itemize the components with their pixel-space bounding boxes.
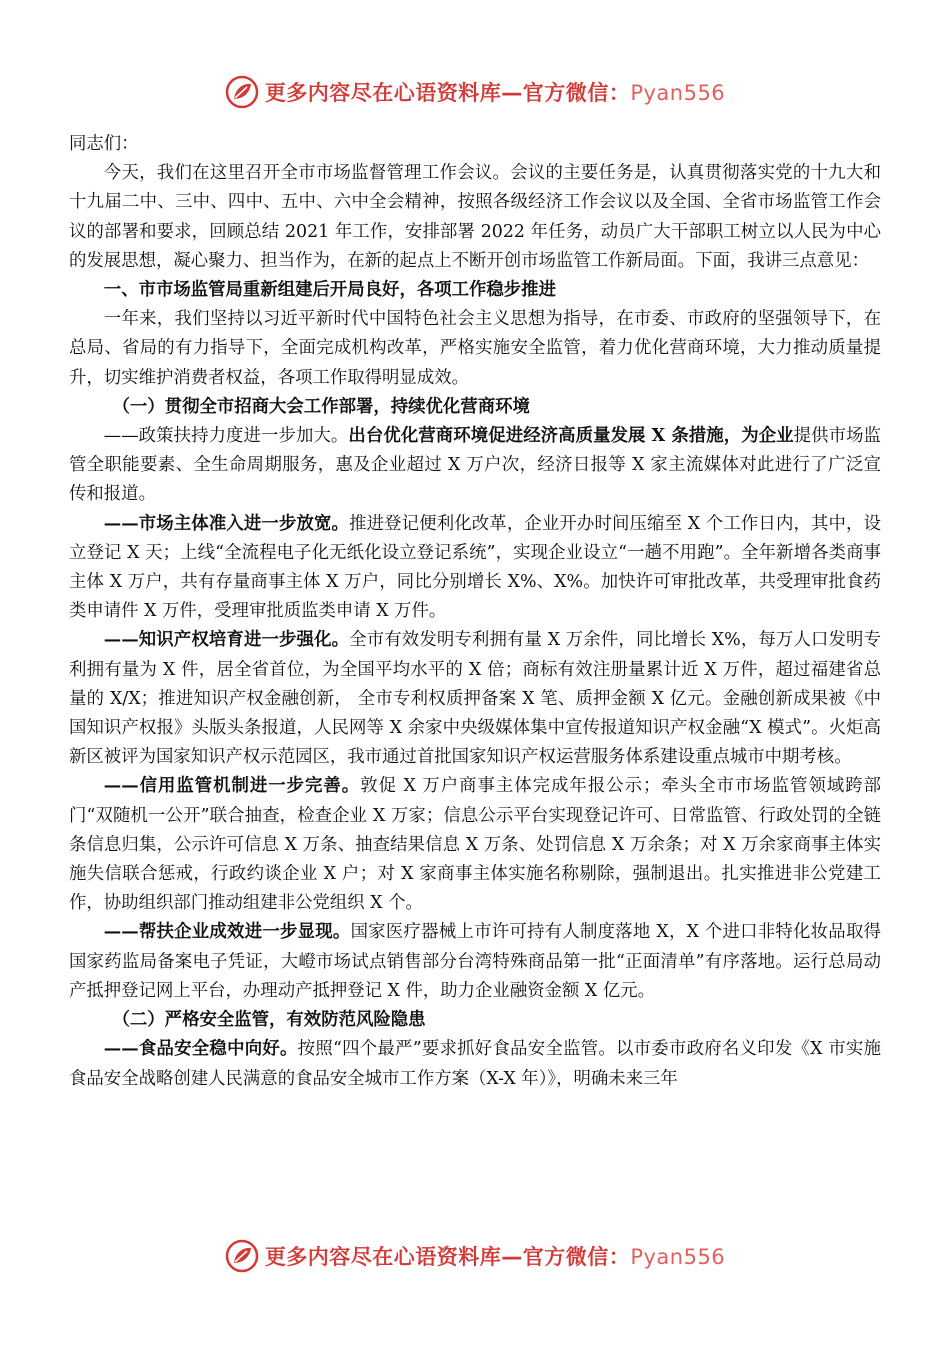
banner-handle: Pyan556 — [630, 81, 726, 105]
paragraph-food-safety — [69, 1035, 881, 1093]
credit-rest: 敦促 X 万户商事主体完成年报公示；牵头全市市场监管领域跨部门“双随机一公开”联合抽查，检查企业 X 万家；信息公示平台实现登记许可、日常监管、行政处罚的全链条信息归集，公示许可信息 X 万条、抽查结果信息 X 万条、处罚信息 X 万余条；对 X 万余家商事主体实施失信联合惩戒，行政约谈企业 X 户；对 X 家商事主体实施名称剔除，强制退出。扎实推进非公党建工作，协助组织部门推动组建非公党组织 X 个。 — [69, 776, 881, 914]
red-leaf-logo-icon — [225, 75, 259, 109]
policy-lead: ——政策扶持力度进一步加大。 — [103, 426, 349, 447]
paragraph-credit-supervision — [69, 772, 881, 918]
market-entry-lead: ——市场主体准入进一步放宽。 — [103, 513, 350, 534]
credit-lead: ——信用监管机制进一步完善。 — [103, 776, 361, 797]
red-leaf-logo-icon — [225, 1239, 259, 1273]
subsection-heading-1: （一）贯彻全市招商大会工作部署，持续优化营商环境 — [112, 396, 530, 417]
footer-banner — [0, 1236, 950, 1276]
paragraph-overview: 一年来，我们坚持以习近平新时代中国特色社会主义思想为指导，在市委、市政府的坚强领导下，在总局、省局的有力指导下，全面完成机构改革，严格实施安全监管，着力优化营商环境，大力推动质量提升，切实维护消费者权益，各项工作取得明显成效。 — [69, 309, 881, 388]
document-body — [69, 130, 881, 1094]
market-entry-rest: 推进登记便利化改革，企业开办时间压缩至 X 个工作日内，其中，设立登记 X 天；上线“全流程电子化无纸化设立登记系统”，实现企业设立“一趟不用跑”。全年新增各类商事主体 X 万户，共有存量商事主体 X 万户，同比分别增长 X%、X%。加快许可审批改革，共受理审批食药类申请件 X 万件，受理审批质监类申请 X 万件。 — [69, 513, 881, 622]
intro-paragraph: 今天，我们在这里召开全市市场监督管理工作会议。会议的主要任务是，认真贯彻落实党的十九大和十九届二中、三中、四中、五中、六中全会精神，按照各级经济工作会议以及全国、全省市场监管工作会议的部署和要求，回顾总结 2021 年工作，安排部署 2022 年任务，动员广大干部职工树立以人民为中心的发展思想，凝心聚力、担当作为，在新的起点上不断开创市场监管工作新局面。下面，我讲三点意见： — [69, 163, 881, 271]
banner-text: 更多内容尽在心语资料库—官方微信：Pyan556 — [264, 81, 726, 105]
support-rest: 国家医疗器械上市许可持有人制度落地 X，X 个进口非特化妆品取得国家药监局备案电子凭证，大嶝市场试点销售部分台湾特殊商品第一批“正面清单”有序落地。运行总局动产抵押登记网上平台，办理动产抵押登记 X 件，助力企业融资金额 X 亿元。 — [69, 922, 881, 1001]
salutation: 同志们： — [69, 134, 139, 154]
subsection-heading-2: （二）严格安全监管，有效防范风险隐患 — [112, 1010, 426, 1031]
support-lead: ——帮扶企业成效进一步显现。 — [103, 922, 351, 943]
paragraph-policy-support — [69, 422, 881, 510]
policy-rest: 提供市场监管全职能要素、全生命周期服务，惠及企业超过 X 万户次，经济日报等 X 家主流媒体对此进行了广泛宣传和报道。 — [69, 426, 881, 505]
paragraph-market-entry — [69, 510, 881, 627]
section-heading-1: 一、市市场监管局重新组建后开局良好，各项工作稳步推进 — [103, 280, 556, 301]
header-banner — [0, 72, 950, 112]
paragraph-enterprise-support — [69, 918, 881, 1006]
banner-text: 更多内容尽在心语资料库—官方微信：Pyan556 — [264, 1245, 726, 1269]
ip-lead: ——知识产权培育进一步强化。 — [103, 630, 350, 651]
food-safety-rest: 按照“四个最严”要求抓好食品安全监管。以市委市政府名义印发《X 市实施食品安全战略创建人民满意的食品安全城市工作方案（X-X 年）》，明确未来三年 — [69, 1039, 881, 1089]
food-safety-lead: ——食品安全稳中向好。 — [103, 1039, 298, 1060]
paragraph-ip-cultivation — [69, 626, 881, 772]
policy-bold: 出台优化营商环境促进经济高质量发展 X 条措施，为企业 — [348, 426, 794, 447]
ip-rest: 全市有效发明专利拥有量 X 万余件，同比增长 X%，每万人口发明专利拥有量为 X 件，居全省首位，为全国平均水平的 X 倍；商标有效注册量累计近 X 万件，超过福建省总量的 X/X；推进知识产权金融创新， 全市专利权质押备案 X 笔、质押金额 X 亿元。金融创新成果被《中国知识产权报》头版头条报道，人民网等 X 余家中央级媒体集中宣传报道知识产权金融“X 模式”。火炬高新区被评为国家知识产权示范园区，我市通过首批国家知识产权运营服务体系建设重点城市中期考核。 — [69, 630, 881, 768]
banner-handle: Pyan556 — [630, 1245, 726, 1269]
